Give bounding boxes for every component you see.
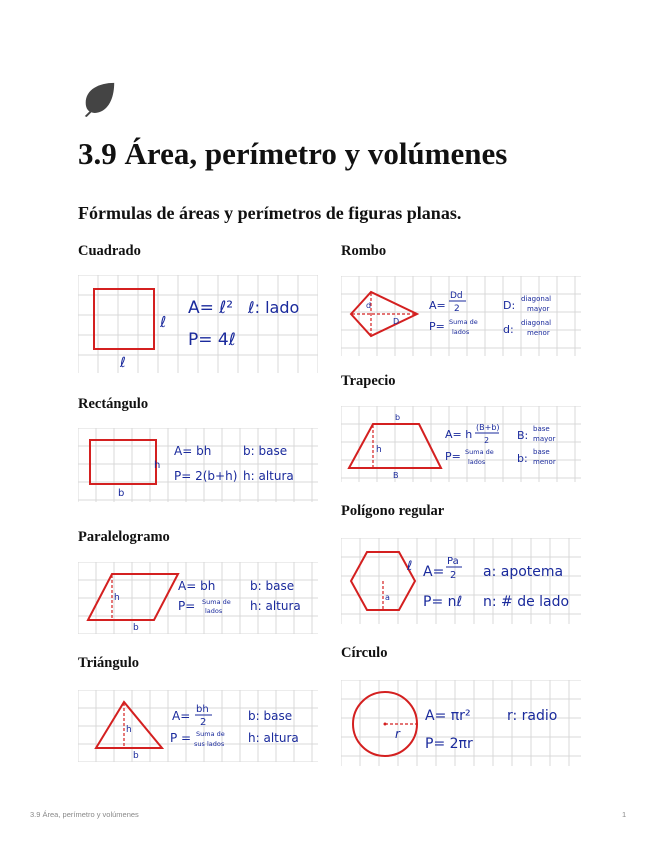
rect-perimeter-formula: P= 2(b+h) — [174, 469, 238, 483]
trap-b-var: b: — [517, 452, 528, 465]
tri-altura-var: h: altura — [248, 731, 299, 745]
tri-h-label: h — [126, 725, 132, 735]
footer-page-number: 1 — [622, 810, 627, 819]
footer-title: 3.9 Área, perímetro y volúmenes — [30, 810, 139, 819]
label-trapecio: Trapecio — [341, 373, 396, 389]
square-perimeter-formula: P= 4ℓ — [188, 330, 236, 350]
poly-perimeter-formula: P= nℓ — [423, 594, 463, 610]
rhombus-D-label: D — [393, 317, 400, 326]
trap-perimeter-note-2: lados — [468, 458, 486, 466]
rhombus-d-label: d — [366, 301, 372, 310]
rhombus-D-var-2: mayor — [527, 305, 550, 313]
trap-perimeter-formula: P= — [445, 450, 461, 463]
trap-B-var-1: base — [533, 425, 550, 433]
page-title: 3.9 Área, perímetro y volúmenes — [78, 136, 508, 171]
circle-r-label: r — [395, 727, 400, 741]
tri-perimeter-formula: P = — [170, 731, 192, 745]
rhombus-area-den: 2 — [454, 304, 460, 314]
poly-l-label: ℓ — [407, 559, 413, 574]
tri-base-var: b: base — [248, 709, 293, 723]
figure-rhombus — [341, 276, 581, 356]
square-side-label: ℓ — [160, 313, 167, 331]
rhombus-perimeter-note-1: Suma de — [449, 318, 478, 326]
rectangle-shape — [90, 440, 156, 484]
section-heading: Fórmulas de áreas y perímetros de figuras planas. — [78, 203, 462, 223]
label-rectangulo: Rectángulo — [78, 396, 149, 412]
figure-circle — [341, 680, 581, 766]
rect-h-label: h — [154, 460, 161, 471]
para-perimeter-formula: P= — [178, 599, 196, 613]
label-rombo: Rombo — [341, 243, 387, 259]
rect-base-var: b: base — [243, 444, 288, 458]
poly-apotema-var: a: apotema — [483, 564, 564, 580]
rhombus-d-var: d: — [503, 323, 514, 336]
figure-trapezoid — [341, 406, 581, 482]
tri-b-label: b — [133, 751, 139, 761]
rhombus-area-formula: A= — [429, 299, 446, 312]
rect-b-label: b — [118, 488, 125, 499]
rhombus-d-var-2: menor — [527, 329, 550, 337]
poly-area-num: Pa — [447, 556, 459, 567]
poly-area-den: 2 — [450, 570, 457, 581]
label-triangulo: Triángulo — [78, 655, 139, 671]
rhombus-d-var-1: diagonal — [521, 319, 552, 327]
rhombus-D-var: D: — [503, 299, 516, 312]
trap-area-formula: A= h — [445, 428, 473, 441]
poly-a-label: a — [385, 593, 390, 602]
tri-area-num: bh — [196, 704, 209, 715]
rect-area-formula: A= bh — [174, 444, 212, 458]
leaf-icon — [80, 80, 118, 118]
para-altura-var: h: altura — [250, 599, 301, 613]
tri-perimeter-note-1: Suma de — [196, 730, 225, 738]
rhombus-perimeter-note-2: lados — [452, 328, 470, 336]
label-cuadrado: Cuadrado — [78, 243, 141, 259]
trap-B-label: B — [393, 471, 399, 480]
parallelogram-shape — [88, 574, 178, 620]
para-perimeter-note-1: Suma de — [202, 598, 231, 606]
figure-triangle — [78, 690, 318, 762]
figure-rectangle — [78, 428, 318, 502]
label-poligono-regular: Polígono regular — [341, 503, 445, 519]
square-lado-var: ℓ: lado — [248, 298, 300, 317]
para-perimeter-note-2: lados — [205, 607, 223, 615]
rhombus-area-num: Dd — [450, 291, 463, 301]
circle-area-formula: A= πr² — [425, 708, 471, 724]
trap-area-num: (B+b) — [476, 423, 500, 432]
para-b-label: b — [133, 623, 139, 633]
poly-area-formula: A= — [423, 564, 445, 580]
label-paralelogramo: Paralelogramo — [78, 529, 170, 545]
trap-B-var-2: mayor — [533, 435, 556, 443]
circle-perimeter-formula: P= 2πr — [425, 736, 473, 752]
tri-perimeter-note-2: sus lados — [194, 740, 225, 748]
para-h-label: h — [114, 593, 120, 603]
figure-parallelogram — [78, 562, 318, 634]
figure-square — [78, 275, 318, 373]
trap-B-var: B: — [517, 429, 529, 442]
square-area-formula: A= ℓ² — [188, 298, 234, 318]
trap-perimeter-note-1: Suma de — [465, 448, 494, 456]
square-shape — [94, 289, 154, 349]
trap-area-den: 2 — [484, 436, 490, 445]
trap-h-label: h — [376, 445, 382, 455]
para-base-var: b: base — [250, 579, 295, 593]
poly-lado-var: n: # de lado — [483, 594, 570, 610]
figure-polygon — [341, 538, 581, 624]
tri-area-den: 2 — [200, 717, 207, 728]
square-bottom-label: ℓ — [120, 355, 126, 371]
rhombus-perimeter-formula: P= — [429, 320, 445, 333]
trap-b-label: b — [395, 413, 401, 422]
rhombus-D-var-1: diagonal — [521, 295, 552, 303]
trap-b-var-2: menor — [533, 458, 556, 466]
rect-altura-var: h: altura — [243, 469, 294, 483]
circle-radio-var: r: radio — [507, 708, 558, 724]
para-area-formula: A= bh — [178, 579, 216, 593]
tri-area-formula: A= — [172, 709, 191, 723]
trap-b-var-1: base — [533, 448, 550, 456]
label-circulo: Círculo — [341, 645, 388, 661]
